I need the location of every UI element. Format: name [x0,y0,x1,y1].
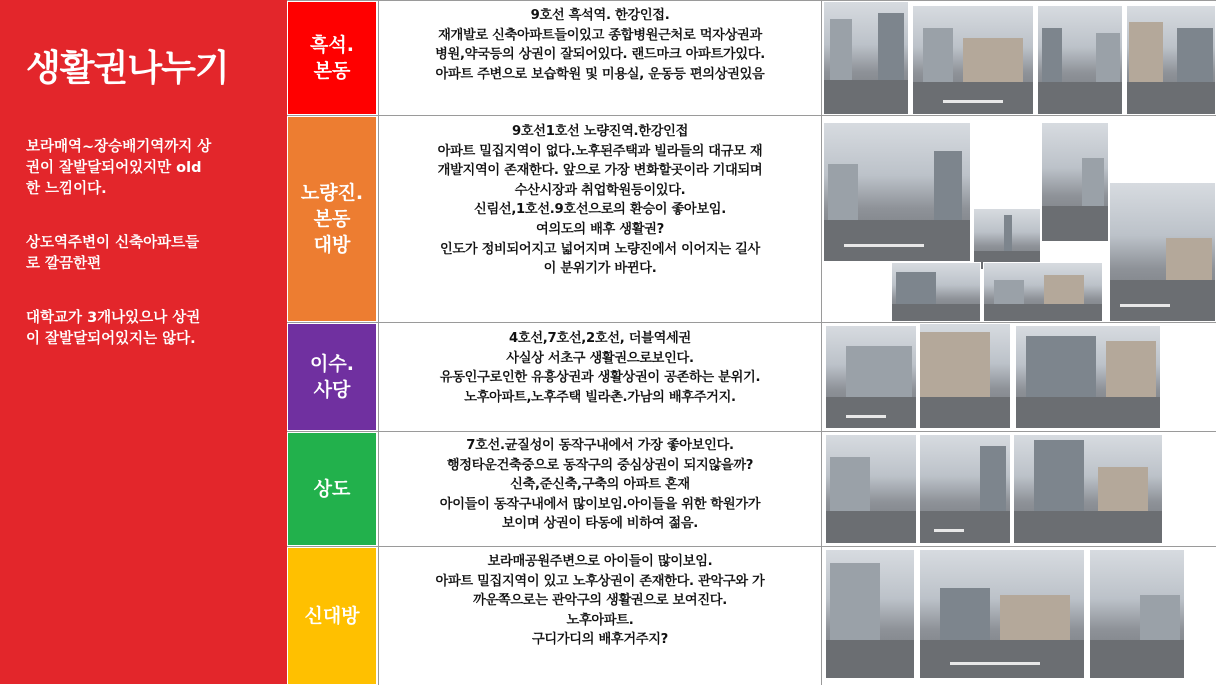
row-photos [823,547,1216,685]
row-description: 9호선 흑석역. 한강인접. 재개발로 신축아파트들이있고 종합병원근처로 먹자상권과 병원,약국등의 상권이 잘되어있다. 랜드마크 아파트가있다. 아파트 주변으로 보습학원 및 미용실, 운동등 편의상권있음 [378,1,822,115]
street-photo [825,434,917,544]
street-photo [825,549,915,679]
street-photo [825,325,917,429]
street-photo [1089,549,1185,679]
street-photo [912,5,1034,115]
sidebar-note-2: 상도역주변이 신축아파트들 로 깔끔한편 [26,235,200,272]
row-photos [823,1,1216,115]
row-description: 4호선,7호선,2호선, 더블역세권 사실상 서초구 생활권으로보인다. 유동인구로인한 유흥상권과 생활상권이 공존하는 분위기. 노후아파트,노후주택 빌라촌.가남의 배후주거지. [378,323,822,431]
street-photo [919,549,1085,679]
row-label: 상도 [288,433,376,545]
table-row-noryangjin [287,116,1216,323]
sidebar-note-3: 대학교가 3개나있으나 상권 이 잘발달되어있지는 않다. [26,310,201,347]
street-photo [1126,5,1216,115]
street-photo [823,122,971,262]
row-photos [823,323,1216,431]
table-row-sangdo [287,432,1216,547]
row-photos [823,116,1216,322]
sidebar-note-1: 보라매역~장승배기역까지 상 권이 잘발달되어있지만 old 한 느낌이다. [26,139,212,197]
street-photo [891,262,981,322]
row-photos [823,432,1216,546]
area-table [287,0,1216,685]
street-photo [1015,325,1161,429]
street-photo [983,262,1103,322]
street-photo [1037,5,1123,115]
row-label: 이수. 사당 [288,324,376,430]
street-photo [1041,122,1109,242]
row-label: 흑석. 본동 [288,2,376,114]
street-photo [1013,434,1163,544]
row-description: 7호선.균질성이 동작구내에서 가장 좋아보인다. 행정타운건축중으로 동작구의 중심상권이 되지않을까? 신축,준신축,구축의 아파트 혼재 아이들이 동작구내에서 많이보임.아이들을 위한 학원가가 보이며 상권이 타동에 비하여 젊음. [378,432,822,546]
row-label: 신대방 [288,548,376,684]
row-description: 보라매공원주변으로 아이들이 많이보임. 아파트 밀집지역이 있고 노후상권이 존재한다. 관악구와 가 까운쪽으로는 관악구의 생활권으로 보여진다. 노후아파트. 구디가디의 배후거주지? [378,547,822,685]
street-photo [823,1,909,115]
row-label: 노량진. 본동 대방 [288,117,376,321]
sidebar [0,0,287,684]
table-row-isu-sadang [287,323,1216,432]
table-row-heukseok [287,1,1216,116]
street-photo [919,323,1011,429]
street-photo [919,434,1011,544]
row-description: 9호선1호선 노량진역.한강인접 아파트 밀집지역이 없다.노후된주택과 빌라들의 대규모 재 개발지역이 존재한다. 앞으로 가장 변화할곳이라 기대되며 수산시장과 취업학원등이있다. 신림선,1호선.9호선으로의 환승이 좋아보임. 여의도의 배후 생활권? 인도가 정비되어지고 넓어지며 노량진에서 이어지는 길사 이 분위기가 바뀐다. [378,116,822,322]
street-photo [1109,182,1216,322]
table-row-sindaebang [287,547,1216,685]
sidebar-title: 생활권나누기 [26,48,229,89]
street-photo [973,208,1041,270]
